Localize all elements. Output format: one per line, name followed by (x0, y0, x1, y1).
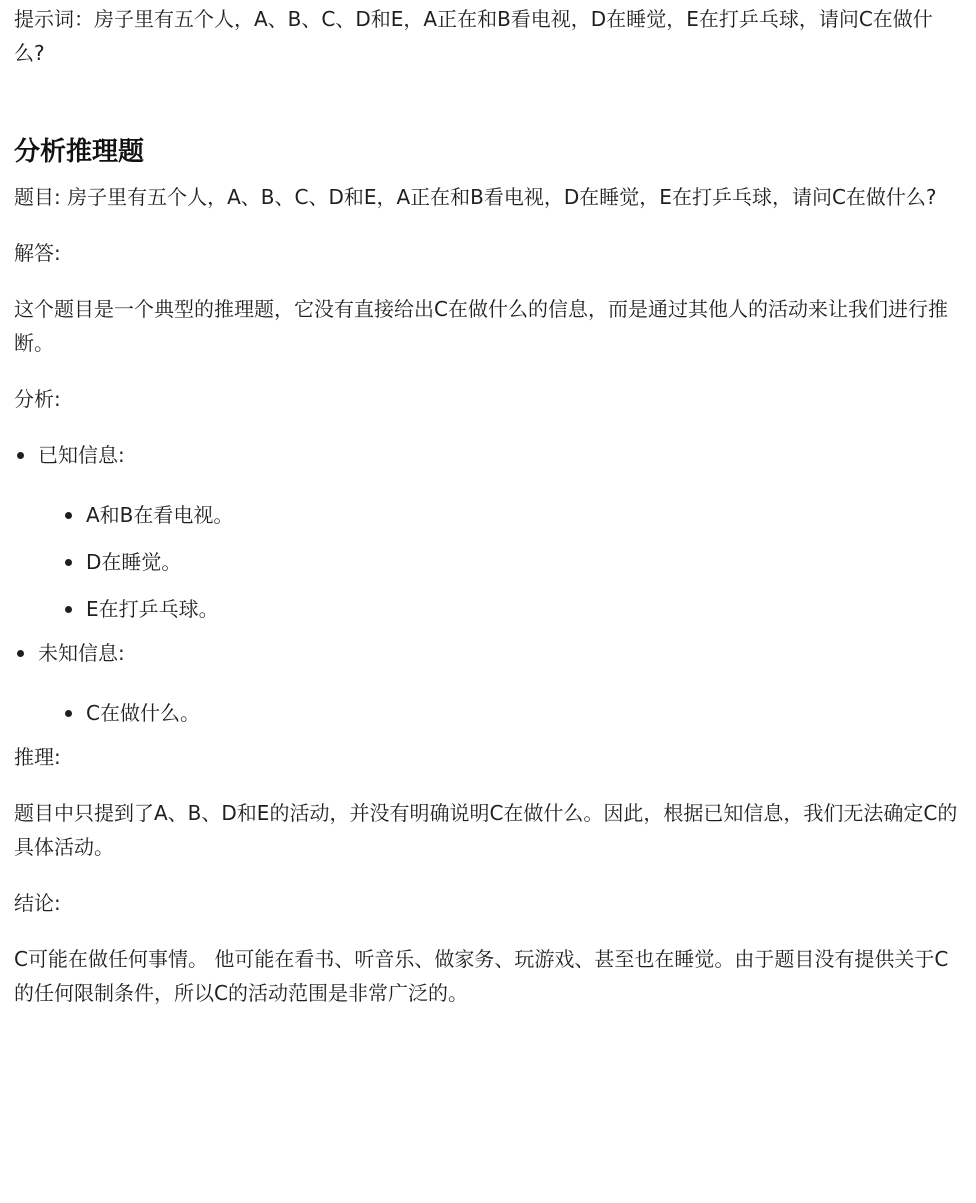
document (0, 2, 976, 1010)
reasoning-text: 题目中只提到了A、B、D和E的活动，并没有明确说明C在做什么。因此，根据已知信息，我们无法确定C的具体活动。 (14, 801, 958, 859)
page-title: 分析推理题 (14, 137, 145, 167)
conclusion-label: 结论: (14, 891, 61, 915)
answer-text: 这个题目是一个典型的推理题，它没有直接给出C在做什么的信息，而是通过其他人的活动来让我们进行推断。 (14, 297, 948, 355)
known-info-label: 已知信息: (38, 443, 125, 467)
known-info-item (14, 438, 962, 626)
question-text: 题目: 房子里有五个人，A、B、C、D和E，A正在和B看电视，D在睡觉，E在打乒乓球，请问C在做什么? (14, 185, 937, 209)
prompt-text: 提示词：房子里有五个人，A、B、C、D和E，A正在和B看电视，D在睡觉，E在打乒乓球，请问C在做什么? (14, 7, 933, 65)
analysis-label: 分析: (14, 387, 61, 411)
list-item: E在打乒乓球。 (38, 592, 962, 626)
analysis-list (14, 438, 962, 730)
unknown-info-item (14, 636, 962, 730)
unknown-info-list (38, 696, 962, 730)
answer-label: 解答: (14, 241, 61, 265)
list-item: A和B在看电视。 (38, 498, 962, 532)
list-item: C在做什么。 (38, 696, 962, 730)
conclusion-text: C可能在做任何事情。 他可能在看书、听音乐、做家务、玩游戏、甚至也在睡觉。由于题目没有提供关于C的任何限制条件，所以C的活动范围是非常广泛的。 (14, 947, 949, 1005)
reasoning-label: 推理: (14, 745, 61, 769)
unknown-info-label: 未知信息: (38, 641, 125, 665)
list-item: D在睡觉。 (38, 545, 962, 579)
known-info-list (38, 498, 962, 626)
